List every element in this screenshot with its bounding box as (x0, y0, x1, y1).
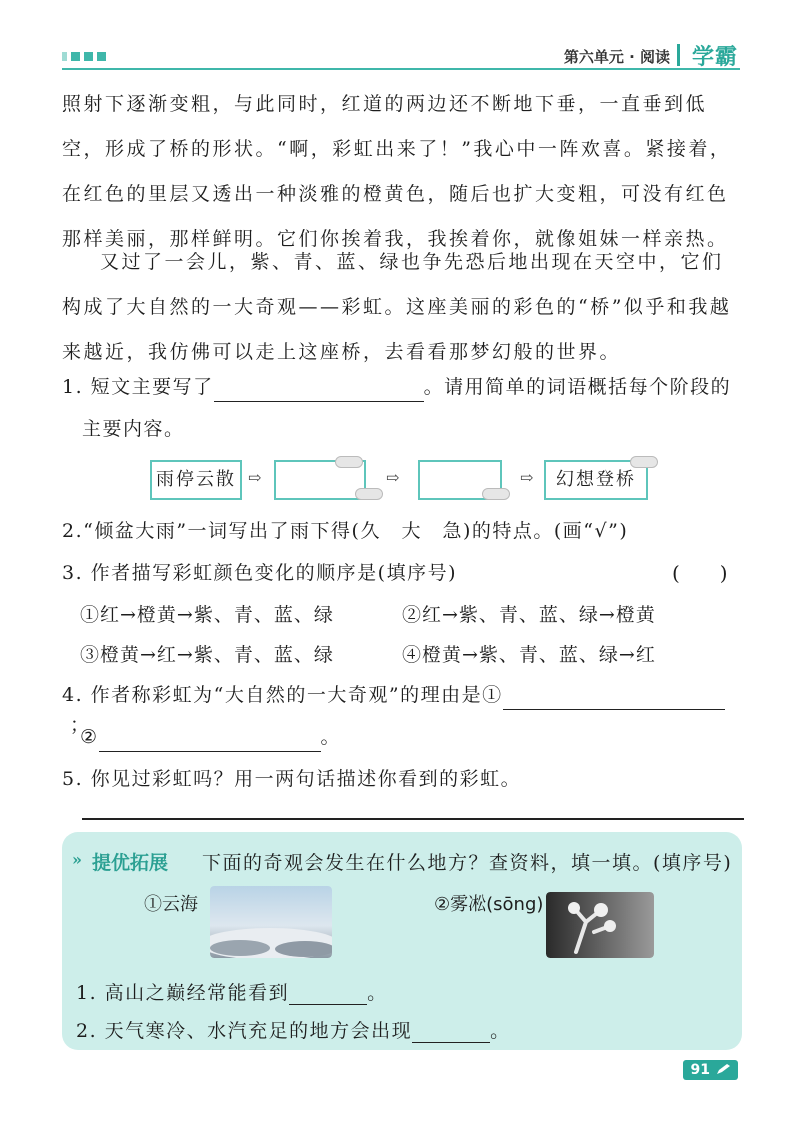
question-4-text: 4. 作者称彩虹为“大自然的一大奇观”的理由是① (62, 684, 503, 706)
choice-3: ③橙黄→红→紫、青、蓝、绿 (80, 644, 334, 666)
passage-paragraph-1: 照射下逐渐变粗，与此同时，红道的两边还不断地下垂，一直垂到低空，形成了桥的形状。“啊，彩虹出来了！”我心中一阵欢喜。紧接着，在红色的里层又透出一种淡雅的橙黄色，随后也扩大变粗，可没有红色那样美丽，那样鲜明。它们你挨着我，我挨着你，就像姐妹一样亲热。 (62, 93, 732, 250)
unit-title: 第六单元 · 阅读 (563, 48, 670, 66)
stage-box-1: 雨停云散 (150, 460, 242, 500)
question-1-cont: 主要内容。 (82, 418, 185, 440)
answer-paren-q3[interactable]: ( ) (672, 561, 728, 585)
question-1-text-2: 。请用简单的词语概括每个阶段的 (423, 376, 732, 398)
question-4-line2 (80, 722, 770, 752)
q4-period: 。 (320, 726, 342, 748)
page-number-text: 91 (690, 1062, 710, 1078)
item-1-label: ①云海 (144, 894, 198, 915)
cloud-icon (335, 456, 363, 468)
question-5: 5. 你见过彩虹吗？用一两句话描述你看到的彩虹。 (62, 768, 522, 790)
flow-arrow-icon: ⇨ (248, 468, 262, 487)
question-2: 2.“倾盆大雨”一词写出了雨下得(久 大 急)的特点。(画“√”) (62, 520, 629, 542)
brand-logo: 学霸 (691, 45, 738, 70)
item-2-label: ②雾凇(sōng) (434, 894, 544, 915)
flow-arrow-icon: ⇨ (520, 468, 534, 487)
pencil-icon (716, 1063, 732, 1075)
rime-frost-image (546, 892, 654, 958)
ext-q1-period: 。 (367, 982, 388, 1004)
cloud-icon (355, 488, 383, 500)
extension-question-1 (76, 978, 388, 1005)
answer-blank-q4-1[interactable] (503, 687, 725, 710)
answer-line-q5[interactable] (82, 818, 744, 820)
choice-2: ②红→紫、青、蓝、绿→橙黄 (402, 604, 656, 626)
cloud-icon (482, 488, 510, 500)
sea-of-clouds-image (210, 886, 332, 958)
extension-panel (62, 832, 742, 1050)
brand-divider (677, 44, 680, 66)
header-rule (62, 68, 740, 70)
question-1-text: 1. 短文主要写了 (62, 376, 214, 398)
page-number (683, 1060, 738, 1080)
answer-blank-q1[interactable] (214, 379, 424, 402)
extension-title: 下面的奇观会发生在什么地方？查资料，填一填。(填序号) (202, 852, 733, 874)
stage-box-4: 幻想登桥 (544, 460, 648, 500)
extension-question-2 (76, 1016, 511, 1043)
answer-blank-ext-1[interactable] (289, 982, 367, 1005)
answer-blank-ext-2[interactable] (412, 1020, 490, 1043)
page-header (0, 0, 800, 70)
choice-4: ④橙黄→紫、青、蓝、绿→红 (402, 644, 656, 666)
header-dots (62, 52, 106, 61)
extension-tag: 提优拓展 (92, 852, 169, 874)
flow-arrow-icon: ⇨ (386, 468, 400, 487)
choice-1: ①红→橙黄→紫、青、蓝、绿 (80, 604, 334, 626)
extension-q2-text: 2. 天气寒冷、水汽充足的地方会出现 (76, 1020, 413, 1042)
q4-circle-2: ② (80, 726, 99, 748)
passage-paragraph-2: 又过了一会儿，紫、青、蓝、绿也争先恐后地出现在天空中，它们构成了大自然的一大奇观——彩虹。这座美丽的彩色的“桥”似乎和我越来越近，我仿佛可以走上这座桥，去看看那梦幻般的世界。 (62, 251, 732, 363)
answer-blank-q4-2[interactable] (99, 729, 321, 752)
question-3: 3. 作者描写彩虹颜色变化的顺序是(填序号) (62, 562, 457, 584)
q4-semicolon: ； (70, 714, 91, 736)
ext-q2-period: 。 (490, 1020, 511, 1042)
cloud-icon (630, 456, 658, 468)
chevron-right-icon: » (72, 850, 82, 869)
extension-q1-text: 1. 高山之巅经常能看到 (76, 982, 290, 1004)
question-1 (62, 372, 752, 402)
